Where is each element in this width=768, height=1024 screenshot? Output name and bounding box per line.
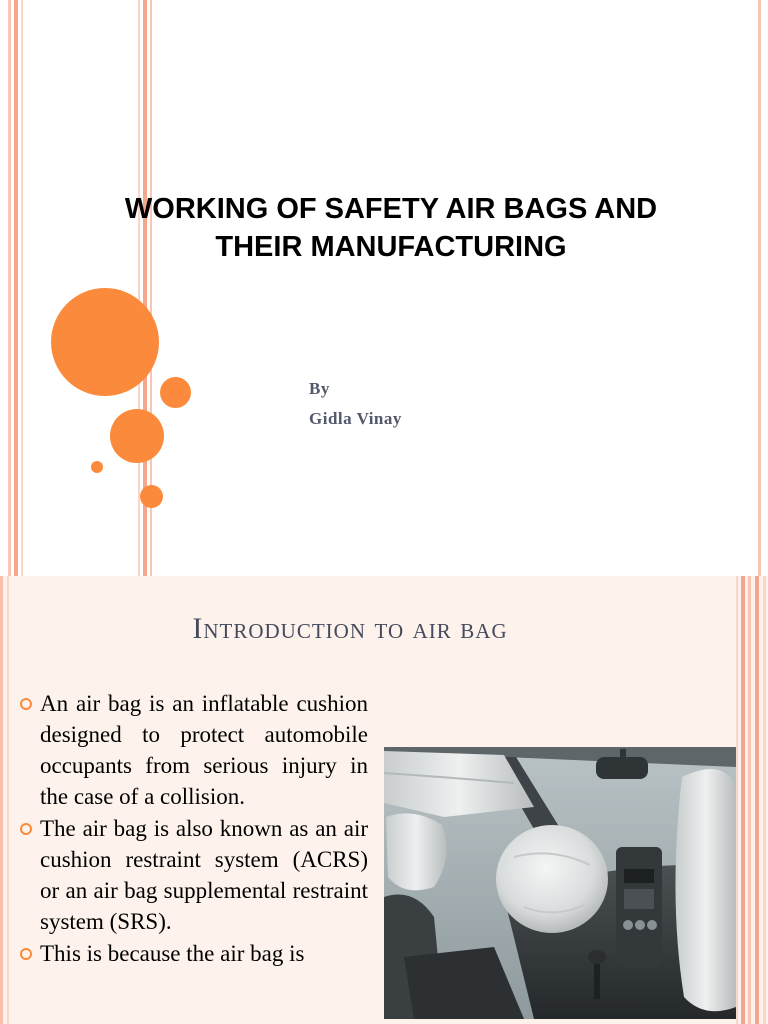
- decorative-stripe: [736, 576, 738, 1024]
- title-line-2: THEIR MANUFACTURING: [215, 231, 567, 263]
- decorative-stripe: [758, 0, 761, 576]
- decorative-stripe: [0, 576, 3, 1024]
- airbag-illustration: [384, 747, 736, 1019]
- rear-view-mirror: [596, 757, 648, 779]
- bullet-ring-icon: [20, 823, 32, 835]
- mirror-mount: [620, 749, 626, 759]
- decorative-stripe: [7, 576, 9, 1024]
- steering-airbag: [496, 825, 608, 933]
- gear-stick: [594, 959, 600, 999]
- decorative-stripe: [763, 576, 766, 1024]
- list-item: [18, 938, 368, 969]
- decorative-stripe: [741, 576, 745, 1024]
- title-line-1: WORKING OF SAFETY AIR BAGS AND: [124, 193, 658, 225]
- bullet-ring-icon: [20, 698, 32, 710]
- gear-knob: [588, 950, 606, 964]
- list-item: [18, 688, 368, 812]
- passenger-airbag: [675, 769, 736, 1011]
- decorative-stripe: [138, 0, 140, 576]
- console-vent: [624, 889, 654, 909]
- console-knob: [647, 920, 657, 930]
- decorative-stripe: [21, 0, 23, 576]
- decorative-circle-small: [140, 485, 163, 508]
- side-airbag: [386, 813, 447, 890]
- console-knob: [623, 920, 633, 930]
- bullet-text: An air bag is an inflatable cushion designed to protect automobile occupants from serious injury in the case of a collision.: [40, 691, 368, 809]
- airbag-photo: [384, 747, 736, 1019]
- bullet-ring-icon: [20, 948, 32, 960]
- bullet-list: [18, 688, 368, 970]
- by-label: By: [309, 379, 330, 398]
- bullet-text: The air bag is also known as an air cushion restraint system (ACRS) or an air bag supplemental restraint system (SRS).: [40, 816, 368, 934]
- decorative-circle-large: [51, 288, 159, 396]
- console-display: [624, 869, 654, 883]
- slide-title: Introduction to air bag: [192, 612, 508, 645]
- decorative-circle-small: [160, 377, 191, 408]
- decorative-circle-medium: [110, 409, 164, 463]
- decorative-stripe: [8, 0, 11, 576]
- decorative-stripe: [755, 576, 759, 1024]
- intro-slide: [0, 576, 768, 1024]
- console-knob: [635, 920, 645, 930]
- author-name: Gidla Vinay: [309, 409, 402, 428]
- decorative-stripe: [748, 576, 751, 1024]
- presentation-title: [20, 190, 762, 266]
- author-block: [309, 374, 402, 434]
- decorative-circle-tiny: [91, 461, 103, 473]
- bullet-text: This is because the air bag is: [40, 941, 305, 966]
- list-item: [18, 813, 368, 937]
- decorative-stripe: [14, 0, 18, 576]
